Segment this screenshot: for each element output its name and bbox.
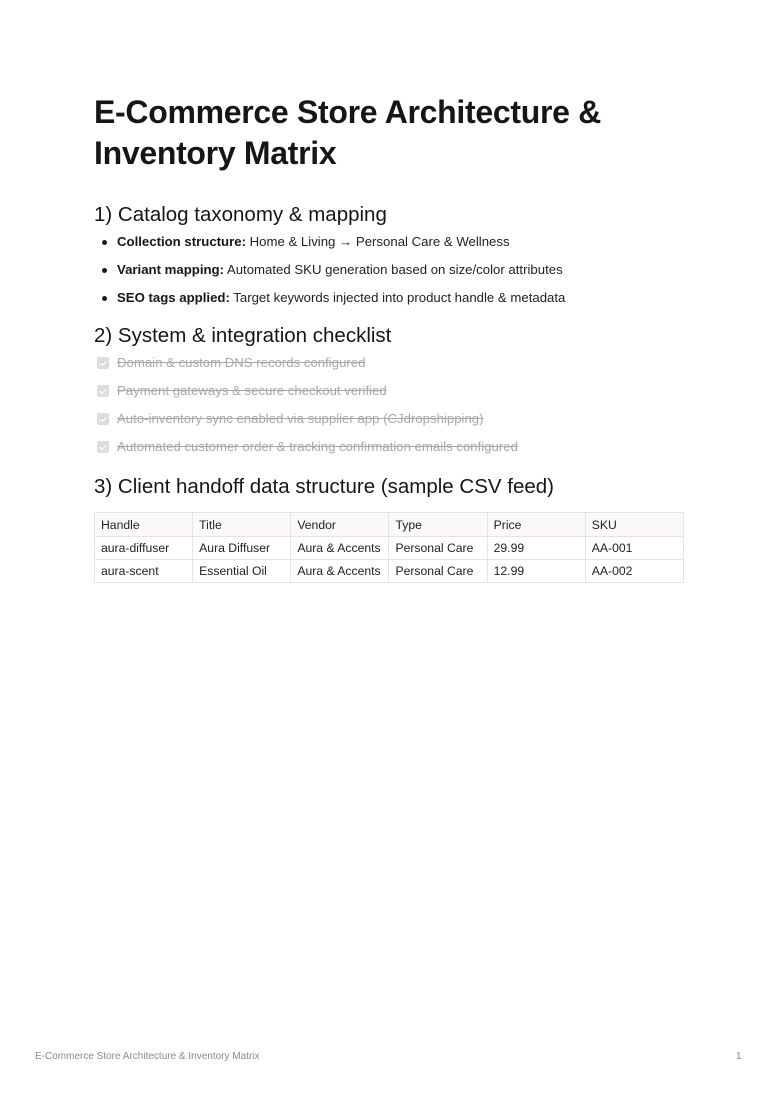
table-cell: Aura & Accents [291, 537, 389, 560]
document-title: E-Commerce Store Architecture & Inventory Matrix [94, 94, 601, 171]
column-header: SKU [585, 513, 683, 537]
footer-page-number: 1 [736, 1051, 742, 1062]
list-item [94, 234, 684, 250]
table-cell: aura-diffuser [95, 537, 193, 560]
document-page [94, 92, 684, 583]
checklist-item [94, 411, 684, 427]
item-text: Home & Living → Personal Care & Wellness [245, 234, 510, 249]
column-header: Handle [95, 513, 193, 537]
column-header: Price [487, 513, 585, 537]
checkbox-checked-icon[interactable] [97, 357, 109, 369]
section-heading-catalog: 1) Catalog taxonomy & mapping [94, 203, 387, 226]
table-cell: AA-001 [585, 537, 683, 560]
column-header: Title [193, 513, 291, 537]
table-row [95, 560, 684, 583]
section-heading-csv-feed: 3) Client handoff data structure (sample CSV feed) [94, 475, 554, 498]
item-text: Automated SKU generation based on size/color attributes [223, 262, 563, 277]
bullet-icon [102, 268, 107, 273]
checklist-item-text: Domain & custom DNS records configured [117, 355, 366, 370]
column-header: Vendor [291, 513, 389, 537]
checklist-item [94, 439, 684, 455]
item-label: Variant mapping: [117, 262, 224, 277]
table-cell: aura-scent [95, 560, 193, 583]
csv-feed-table [94, 512, 684, 583]
item-text: Target keywords injected into product handle & metadata [229, 290, 566, 305]
checkbox-checked-icon[interactable] [97, 385, 109, 397]
table-cell: Personal Care [389, 537, 487, 560]
catalog-bullet-list [94, 234, 684, 306]
table-row [95, 537, 684, 560]
list-item [94, 290, 684, 306]
table-cell: 12.99 [487, 560, 585, 583]
table-cell: Essential Oil [193, 560, 291, 583]
column-header: Type [389, 513, 487, 537]
checkbox-checked-icon[interactable] [97, 413, 109, 425]
checklist-item [94, 383, 684, 399]
bullet-icon [102, 240, 107, 245]
checklist-item [94, 355, 684, 371]
bullet-icon [102, 296, 107, 301]
list-item [94, 262, 684, 278]
table-cell: Aura & Accents [291, 560, 389, 583]
table-cell: AA-002 [585, 560, 683, 583]
checkbox-checked-icon[interactable] [97, 441, 109, 453]
checklist-item-text: Auto-inventory sync enabled via supplier app (CJdropshipping) [117, 411, 484, 426]
item-label: Collection structure: [117, 234, 246, 249]
checklist-item-text: Automated customer order & tracking confirmation emails configured [117, 439, 518, 454]
table-cell: 29.99 [487, 537, 585, 560]
footer-document-title: E-Commerce Store Architecture & Inventory Matrix [35, 1051, 260, 1062]
table-cell: Personal Care [389, 560, 487, 583]
section-heading-checklist: 2) System & integration checklist [94, 324, 392, 347]
checklist-item-text: Payment gateways & secure checkout verified [117, 383, 387, 398]
table-header-row [95, 513, 684, 537]
item-label: SEO tags applied: [117, 290, 230, 305]
integration-checklist [94, 355, 684, 455]
table-cell: Aura Diffuser [193, 537, 291, 560]
